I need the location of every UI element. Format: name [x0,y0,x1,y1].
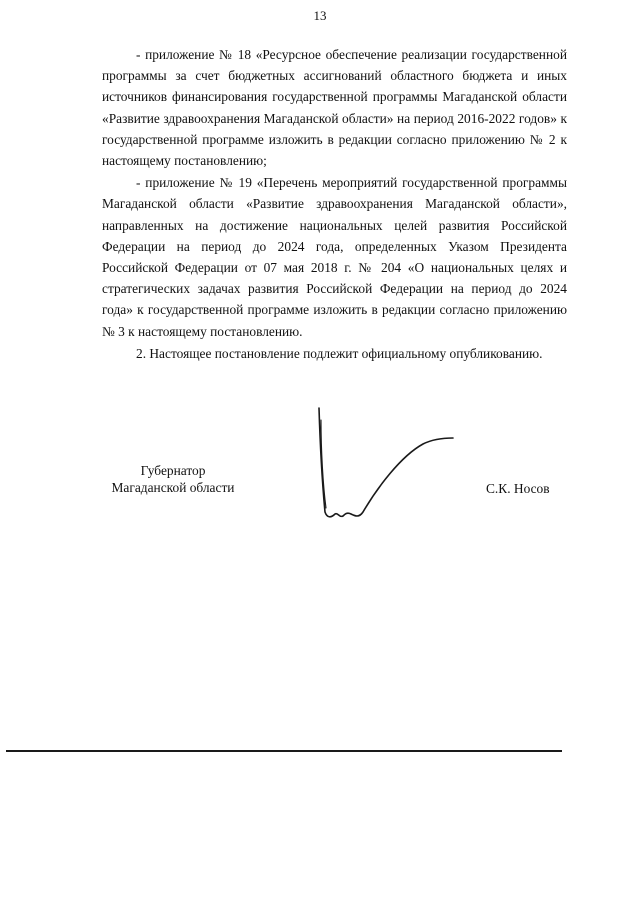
paragraph-publication: 2. Настоящее постановление подлежит официальному опубликованию. [136,345,543,361]
signatory-title-line2: Магаданской области [111,480,235,495]
signatory-title-line1: Губернатор [140,463,206,478]
handwritten-signature [305,400,465,530]
page-number: 13 [313,8,327,23]
signatory-name: С.К. Носов [486,481,550,496]
signatory-title [100,462,246,496]
decree-body [102,44,567,364]
paragraph-appendix-19: - приложение № 19 «Перечень мероприятий государственной программы Магаданской области «Развитие здравоохранения Магаданской области», направленных на достижение национальных целей развития Российской Федерации на период до 2024 года, определенных Указом Президента Российской Федерации от 07 мая 2018 г. № 204 «О национальных целях и стратегических задачах развития Российской Федерации на период до 2024 года» к государственной программе изложить в редакции согласно приложению № 3 к настоящему постановлению. [102,175,567,339]
paragraph-appendix-18: - приложение № 18 «Ресурсное обеспечение реализации государственной программы за счет бюджетных ассигнований областного бюджета и иных источников финансирования государственной программы Магаданской области «Развитие здравоохранения Магаданской области» на период 2016-2022 годов» к государственной программе изложить в редакции согласно приложению № 2 к настоящему постановлению; [102,47,567,169]
bottom-rule [6,750,562,752]
